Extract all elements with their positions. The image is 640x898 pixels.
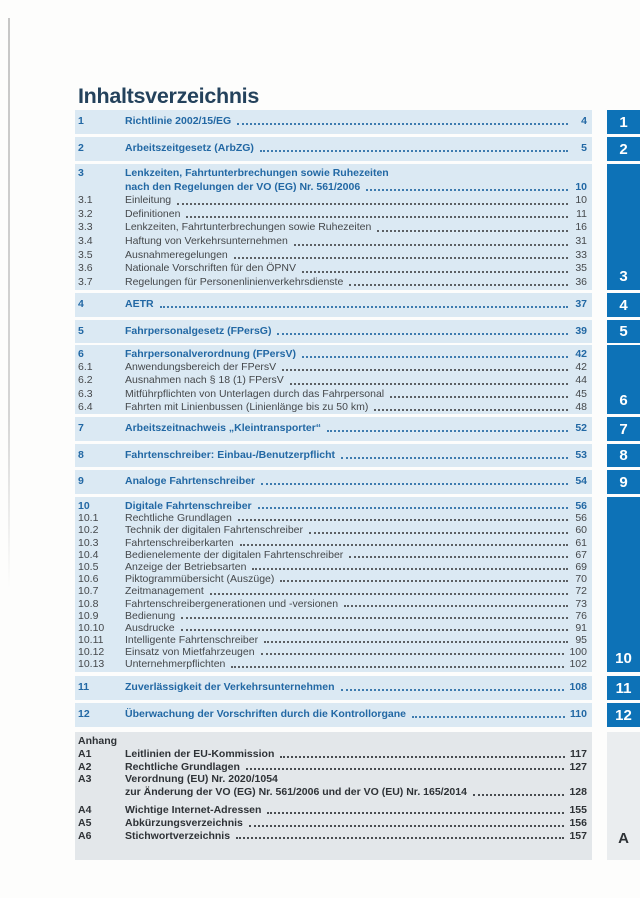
dot-leader [341, 689, 565, 691]
row-number: 6.2 [78, 374, 93, 387]
tab-label: 5 [619, 323, 628, 340]
toc-row [78, 500, 587, 512]
row-number: 10.5 [78, 560, 99, 573]
row-page: 60 [575, 524, 587, 537]
row-number: A6 [78, 829, 92, 842]
row-label: Unternehmerpflichten [125, 658, 226, 671]
row-label: Zeitmanagement [125, 585, 204, 598]
dot-leader [181, 617, 568, 619]
page-title: Inhaltsverzeichnis [78, 84, 260, 108]
row-number: 10 [78, 500, 90, 512]
toc-block-8 [75, 444, 592, 467]
row-label: Fahrtenschreiberkarten [125, 536, 234, 549]
toc-row [78, 297, 587, 311]
toc-row [78, 181, 587, 195]
toc-row [78, 561, 587, 573]
dot-leader [344, 605, 568, 607]
toc-row [78, 761, 587, 774]
dot-leader [160, 306, 568, 308]
dot-leader [236, 837, 564, 839]
toc-row [78, 830, 587, 843]
dot-leader [264, 641, 568, 643]
row-label: Stichwortverzeichnis [125, 829, 231, 842]
dot-leader [349, 284, 568, 286]
row-page: 155 [569, 803, 587, 816]
toc-row [78, 348, 587, 361]
toc-row [78, 194, 587, 208]
row-number: 11 [78, 681, 90, 693]
row-page: 56 [575, 500, 587, 512]
row-label: Ausnahmen nach § 18 (1) FPersV [125, 374, 284, 387]
toc-row [78, 448, 587, 462]
toc-row [78, 235, 587, 249]
toc-row [78, 680, 587, 694]
toc-row [78, 276, 587, 290]
tab-label: 10 [615, 650, 632, 667]
row-page: 11 [576, 207, 587, 220]
row-label: Definitionen [125, 207, 181, 220]
toc-row [78, 474, 587, 488]
row-page: 69 [575, 560, 587, 573]
toc-block-3 [75, 164, 592, 290]
toc-block-7 [75, 417, 592, 441]
row-number: A3 [78, 773, 92, 786]
row-number: 3.5 [78, 248, 93, 261]
row-number: A2 [78, 760, 92, 773]
row-label: Arbeitszeitgesetz (ArbZG) [125, 142, 254, 154]
row-number: A1 [78, 747, 92, 760]
row-label: Zuverlässigkeit der Verkehrsunternehmen [125, 681, 335, 693]
tab-label: 3 [619, 268, 628, 285]
row-number: 3 [78, 167, 84, 179]
dot-leader [177, 203, 568, 205]
row-page: 52 [575, 422, 587, 434]
side-tab-5 [607, 320, 640, 343]
row-number: 10.10 [78, 621, 105, 634]
row-label: Bedienelemente der digitalen Fahrtenschreiber [125, 548, 344, 561]
row-number: 10.4 [78, 548, 99, 561]
row-page: 91 [575, 621, 587, 634]
dot-leader [309, 532, 568, 534]
row-number: 10.7 [78, 585, 99, 598]
row-number: 9 [78, 475, 84, 487]
row-number: 12 [78, 708, 90, 720]
dot-leader [280, 756, 565, 758]
row-number: 3.7 [78, 275, 93, 288]
row-label: Arbeitszeitnachweis „Kleintransporter“ [125, 422, 322, 434]
toc-row [78, 208, 587, 222]
toc-row [78, 773, 587, 786]
row-page: 72 [575, 585, 587, 598]
toc-row [78, 141, 587, 155]
toc-block-6 [75, 345, 592, 414]
tab-label: 4 [619, 296, 628, 314]
dot-leader [390, 396, 568, 398]
toc-row [78, 634, 587, 646]
row-label: zur Änderung der VO (EG) Nr. 561/2006 und der VO (EU) Nr. 165/2014 [125, 786, 467, 799]
tab-label: 9 [619, 473, 628, 491]
row-label: Anzeige der Betriebsarten [125, 560, 247, 573]
row-page: 36 [575, 275, 587, 288]
tab-label: 6 [619, 392, 628, 409]
toc-row [78, 249, 587, 263]
toc-row [78, 537, 587, 549]
toc-row [78, 658, 587, 670]
toc-row [78, 374, 587, 387]
toc-row [78, 622, 587, 634]
row-number: 1 [78, 115, 84, 127]
toc-row [78, 361, 587, 374]
side-tab-9 [607, 470, 640, 494]
toc-block-A [75, 732, 592, 860]
toc-row [78, 549, 587, 561]
row-page: 70 [575, 573, 587, 586]
row-number: 10.11 [78, 634, 104, 647]
tab-label: A [618, 830, 629, 847]
toc-row [78, 262, 587, 276]
toc-row [78, 610, 587, 622]
row-label: Intelligente Fahrtenschreiber [125, 634, 259, 647]
row-label: Fahrtenschreiber: Einbau-/Benutzerpflicht [125, 449, 336, 461]
side-tab-4 [607, 293, 640, 317]
side-tab-2 [607, 137, 640, 161]
row-number: 2 [78, 142, 84, 154]
dot-leader [210, 593, 568, 595]
row-number: 7 [78, 422, 84, 434]
dot-leader [302, 356, 568, 358]
row-page: 42 [575, 361, 587, 374]
toc-row [78, 817, 587, 830]
row-label: Verordnung (EU) Nr. 2020/1054 [125, 773, 278, 786]
tab-label: 7 [619, 420, 628, 438]
toc-block-2 [75, 137, 592, 161]
toc-row [78, 114, 587, 128]
row-label: Abkürzungsverzeichnis [125, 816, 243, 829]
row-page: 95 [575, 634, 587, 647]
dot-leader [302, 271, 568, 273]
book-spine-shadow [8, 18, 10, 588]
dot-leader [234, 257, 568, 259]
row-label: Einleitung [125, 194, 172, 207]
dot-leader [377, 230, 568, 232]
toc-row [78, 735, 587, 748]
toc-row [78, 388, 587, 401]
row-page: 128 [569, 786, 587, 799]
row-label: Fahrpersonalgesetz (FPersG) [125, 325, 272, 337]
toc-row [78, 804, 587, 817]
row-page: 56 [575, 512, 587, 525]
row-label: Leitlinien der EU-Kommission [125, 747, 275, 760]
row-number: 8 [78, 449, 84, 461]
row-label: Regelungen für Personenlinienverkehrsdienste [125, 275, 344, 288]
row-label: Anwendungsbereich der FPersV [125, 361, 277, 374]
toc-block-5 [75, 320, 592, 343]
toc-row [78, 585, 587, 597]
row-page: 100 [569, 646, 587, 659]
row-page: 54 [575, 475, 587, 487]
dot-leader [349, 556, 568, 558]
tab-label: 1 [619, 113, 628, 131]
row-label: Fahrtenschreibergenerationen und -versionen [125, 597, 339, 610]
row-page: 61 [575, 536, 587, 549]
row-page: 39 [575, 325, 587, 337]
row-page: 73 [575, 597, 587, 610]
tab-label: 8 [619, 447, 628, 464]
row-number: 10.13 [78, 658, 105, 671]
row-number: 10.9 [78, 609, 99, 622]
row-page: 102 [569, 658, 587, 671]
row-page: 117 [570, 747, 587, 760]
row-number: 10.12 [78, 646, 105, 659]
dot-leader [277, 333, 568, 335]
tab-label: 12 [615, 706, 632, 724]
side-tab-8 [607, 444, 640, 467]
toc-row [78, 221, 587, 235]
tab-label: 2 [619, 140, 628, 158]
side-tab-10 [607, 497, 640, 672]
row-page: 45 [575, 387, 587, 400]
row-label: Lenkzeiten, Fahrtunterbrechungen sowie Ruhezeiten [125, 221, 372, 234]
side-tab-1 [607, 110, 640, 134]
row-label: Ausnahmeregelungen [125, 248, 228, 261]
row-label: Bedienung [125, 609, 176, 622]
row-number: 10.2 [78, 524, 99, 537]
row-number: 6 [78, 348, 84, 360]
row-label: nach den Regelungen der VO (EG) Nr. 561/2006 [125, 180, 361, 193]
row-number: 10.1 [78, 512, 99, 525]
toc-row [78, 646, 587, 658]
row-number: 10.8 [78, 597, 99, 610]
row-number: A5 [78, 816, 92, 829]
row-page: 157 [569, 829, 587, 842]
row-number: Anhang [78, 735, 118, 747]
row-label: Technik der digitalen Fahrtenschreiber [125, 524, 304, 537]
toc-block-11 [75, 676, 592, 700]
row-number: 6.4 [78, 400, 93, 413]
side-tab-A [607, 732, 640, 860]
dot-leader [261, 653, 565, 655]
row-page: 4 [581, 115, 587, 127]
row-number: 6.3 [78, 387, 93, 400]
row-label: Nationale Vorschriften für den ÖPNV [125, 262, 297, 275]
row-number: 3.6 [78, 262, 93, 275]
row-page: 53 [575, 449, 587, 461]
toc-row [78, 598, 587, 610]
row-label: Rechtliche Grundlagen [125, 760, 240, 773]
row-label: Fahrpersonalverordnung (FPersV) [125, 348, 296, 360]
row-page: 127 [569, 760, 587, 773]
toc-row [78, 573, 587, 585]
dot-leader [181, 629, 568, 631]
dot-leader [261, 483, 568, 485]
dot-leader [231, 666, 564, 668]
toc-row [78, 421, 587, 435]
row-page: 37 [575, 298, 587, 310]
row-label: AETR [125, 298, 154, 310]
side-tab-6 [607, 345, 640, 414]
row-page: 44 [575, 374, 587, 387]
toc-row [78, 786, 587, 799]
dot-leader [260, 150, 568, 152]
dot-leader [290, 383, 568, 385]
toc-row [78, 324, 587, 338]
toc-block-4 [75, 293, 592, 317]
dot-leader [473, 794, 565, 796]
dot-leader [186, 216, 568, 218]
row-number: 3.3 [78, 221, 93, 234]
row-page: 110 [570, 708, 587, 720]
dot-leader [238, 519, 568, 521]
row-label: Analoge Fahrtenschreiber [125, 475, 256, 487]
toc-row [78, 707, 587, 721]
row-number: 10.6 [78, 573, 99, 586]
toc-block-10 [75, 497, 592, 672]
dot-leader [258, 507, 568, 509]
row-number: A4 [78, 803, 92, 816]
dot-leader [267, 812, 564, 814]
dot-leader [294, 244, 568, 246]
row-label: Piktogrammübersicht (Auszüge) [125, 573, 275, 586]
toc-row [78, 167, 587, 181]
row-page: 42 [575, 348, 587, 360]
row-number: 3.2 [78, 207, 93, 220]
dot-leader [246, 768, 565, 770]
row-number: 10.3 [78, 536, 99, 549]
row-label: Mitführpflichten von Unterlagen durch das Fahrpersonal [125, 387, 385, 400]
row-label: Ausdrucke [125, 621, 175, 634]
row-label: Einsatz von Mietfahrzeugen [125, 646, 255, 659]
row-page: 10 [575, 180, 587, 193]
tab-label: 11 [615, 679, 632, 697]
row-page: 108 [569, 681, 587, 693]
row-page: 5 [581, 142, 587, 154]
row-page: 31 [575, 234, 587, 247]
dot-leader [282, 369, 568, 371]
toc-block-12 [75, 703, 592, 727]
row-number: 5 [78, 325, 84, 337]
toc-row [78, 524, 587, 536]
dot-leader [252, 568, 568, 570]
dot-leader [280, 580, 568, 582]
dot-leader [374, 409, 568, 411]
side-tab-11 [607, 676, 640, 700]
row-number: 6.1 [78, 361, 93, 374]
row-number: 3.1 [78, 194, 93, 207]
row-label: Rechtliche Grundlagen [125, 512, 232, 525]
row-page: 16 [575, 221, 587, 234]
row-label: Haftung von Verkehrsunternehmen [125, 234, 288, 247]
dot-leader [366, 189, 568, 191]
row-page: 76 [575, 609, 587, 622]
toc-row [78, 401, 587, 414]
dot-leader [341, 457, 568, 459]
row-number: 4 [78, 298, 84, 310]
row-page: 156 [569, 816, 587, 829]
row-label: Richtlinie 2002/15/EG [125, 115, 232, 127]
dot-leader [237, 123, 568, 125]
toc-block-1 [75, 110, 592, 134]
row-number: 3.4 [78, 234, 93, 247]
toc-row [78, 512, 587, 524]
row-label: Wichtige Internet-Adressen [125, 803, 262, 816]
row-label: Digitale Fahrtenschreiber [125, 500, 252, 512]
row-page: 67 [575, 548, 587, 561]
side-tab-3 [607, 164, 640, 290]
row-label: Lenkzeiten, Fahrtunterbrechungen sowie Ruhezeiten [125, 167, 389, 179]
row-page: 48 [575, 400, 587, 413]
dot-leader [327, 430, 568, 432]
toc-row [78, 748, 587, 761]
row-label: Fahrten mit Linienbussen (Linienlänge bis zu 50 km) [125, 400, 369, 413]
side-tab-12 [607, 703, 640, 727]
toc-block-9 [75, 470, 592, 494]
row-page: 33 [575, 248, 587, 261]
side-tab-7 [607, 417, 640, 441]
row-page: 10 [575, 194, 587, 207]
dot-leader [240, 544, 568, 546]
row-page: 35 [575, 262, 587, 275]
dot-leader [249, 825, 565, 827]
row-label: Überwachung der Vorschriften durch die Kontrollorgane [125, 708, 407, 720]
dot-leader [412, 716, 565, 718]
